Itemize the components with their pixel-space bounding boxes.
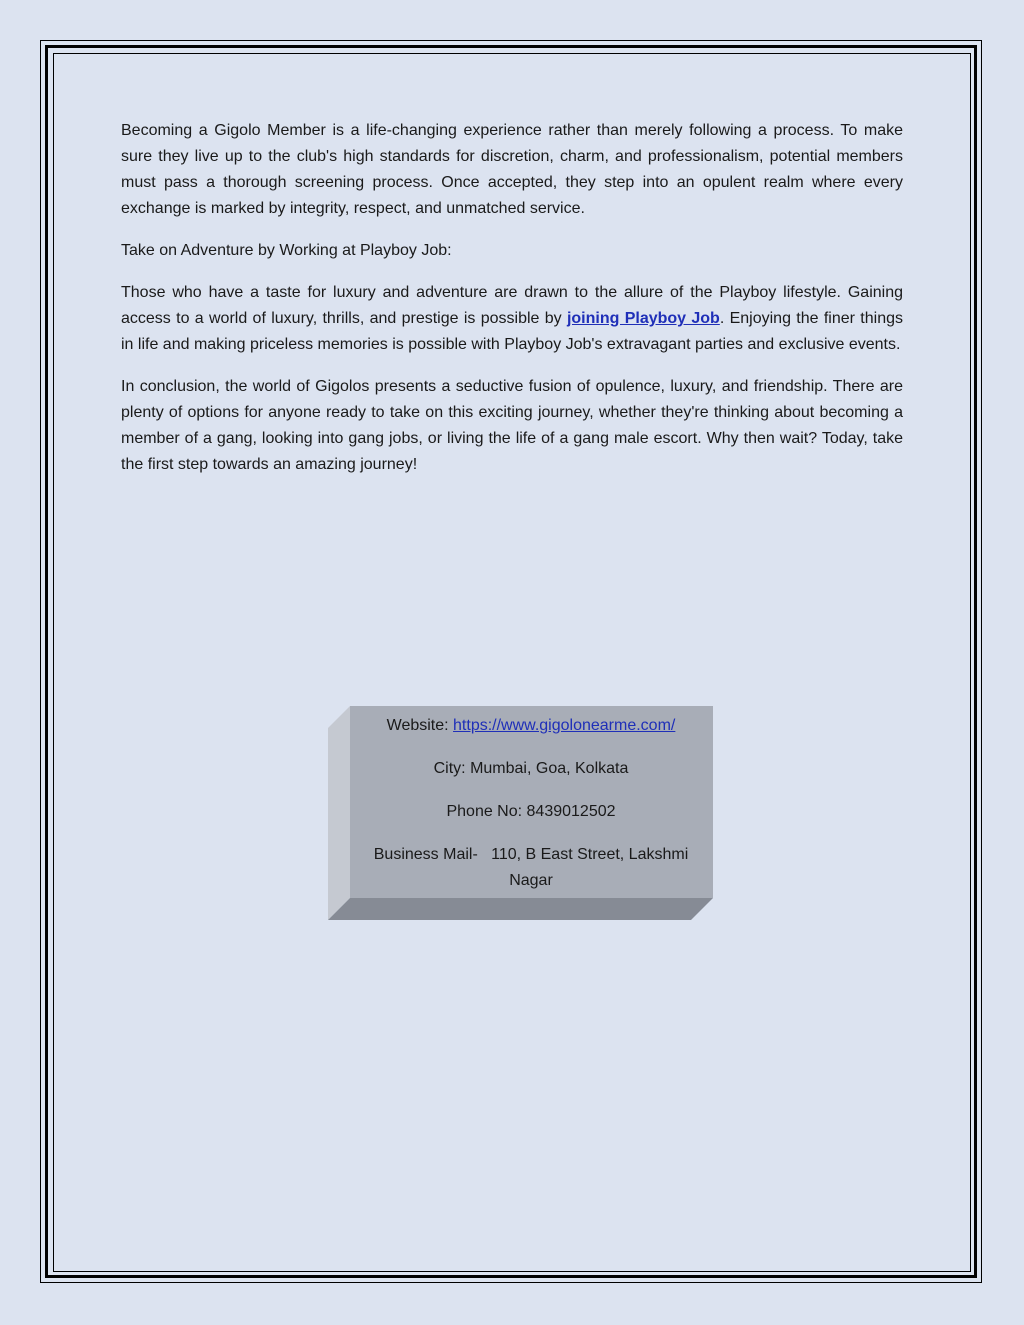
paragraph-gigolo-member: Becoming a Gigolo Member is a life-changing experience rather than merely following a process. To make sure they live up to the club's high standards for discretion, charm, and professionalism, potential members must pass a thorough screening process. Once accepted, they step into an opulent realm where every exchange is marked by integrity, respect, and unmatched service.	[121, 122, 903, 217]
business-mail-line-1: Business Mail- 110, B East Street, Lakshmi	[373, 846, 689, 863]
contact-city: City: Mumbai, Goa, Kolkata	[433, 760, 629, 777]
paragraph-text-after-link: . Enjoying the finer things in life and making priceless memories is possible with Playboy Job's extravagant parties and exclusive events.	[121, 310, 903, 353]
website-link[interactable]: https://www.gigolonearme.com/	[453, 717, 676, 734]
bevel-bottom-side	[328, 898, 713, 920]
joining-playboy-job-link[interactable]: joining Playboy Job	[566, 310, 720, 327]
paragraph-playboy-lifestyle	[121, 280, 903, 358]
contact-phone: Phone No: 8439012502	[446, 803, 616, 820]
contact-website-row	[350, 713, 712, 739]
business-mail-line-2: Nagar	[509, 872, 553, 889]
contact-business-mail	[350, 842, 712, 894]
article-body	[121, 118, 903, 494]
paragraph-conclusion: In conclusion, the world of Gigolos presents a seductive fusion of opulence, luxury, and friendship. There are plenty of options for anyone ready to take on this exciting journey, whether they're thinking about becoming a member of a gang, looking into gang jobs, or living the life of a gang male escort. Why then wait? Today, take the first step towards an amazing journey!	[121, 378, 903, 473]
paragraph-text-before-link: Those who have a taste for luxury and adventure are drawn to the allure of the Playboy lifestyle. Gaining access to a world of luxury, thrills, and prestige is possible by	[121, 284, 903, 327]
contact-details	[350, 708, 712, 894]
bevel-left-side	[328, 706, 350, 920]
section-heading-playboy-job: Take on Adventure by Working at Playboy Job:	[121, 242, 452, 259]
website-label: Website:	[386, 717, 454, 734]
